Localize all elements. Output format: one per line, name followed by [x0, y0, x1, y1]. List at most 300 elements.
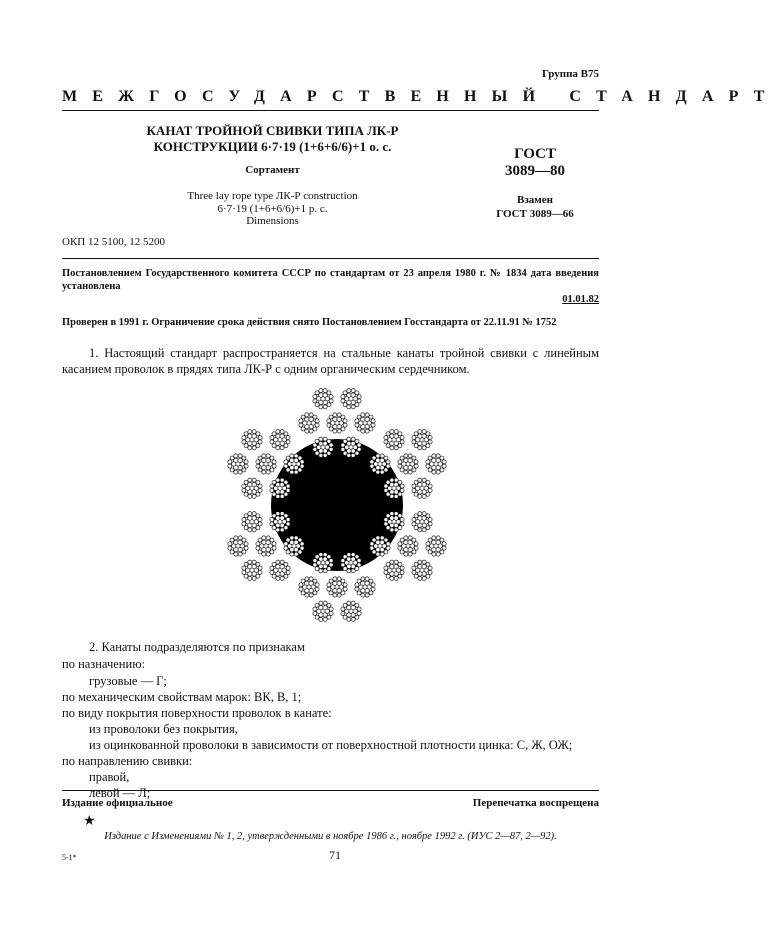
wire — [400, 468, 404, 472]
wire — [252, 564, 256, 568]
paragraph-2-intro: 2. Канаты подразделяются по признакам — [89, 640, 305, 654]
wire — [341, 559, 345, 563]
wire — [343, 451, 347, 455]
wire — [412, 484, 416, 488]
wire — [300, 542, 304, 546]
wire — [286, 436, 290, 440]
wire — [355, 603, 359, 607]
wire — [398, 444, 402, 448]
wire — [380, 540, 384, 544]
wire — [315, 403, 319, 407]
wire — [341, 611, 345, 615]
wire — [355, 583, 359, 587]
wire — [418, 494, 422, 498]
wire — [298, 538, 302, 542]
wire — [394, 523, 398, 527]
wire — [372, 550, 376, 554]
wire — [329, 395, 333, 399]
wire — [343, 587, 347, 591]
wire — [280, 516, 284, 520]
wire — [386, 492, 390, 496]
wire — [386, 542, 390, 546]
wire — [323, 389, 327, 393]
wire — [313, 427, 317, 431]
wire — [258, 522, 262, 526]
wire — [300, 464, 304, 468]
wire — [418, 516, 422, 520]
wire — [337, 429, 341, 433]
wire — [408, 547, 412, 551]
wire — [284, 464, 288, 468]
wire — [400, 456, 404, 460]
wire — [394, 576, 398, 580]
wire — [408, 454, 412, 458]
wire — [390, 494, 394, 498]
wire — [319, 437, 323, 441]
wire — [414, 460, 418, 464]
wire — [394, 441, 398, 445]
wire — [369, 579, 373, 583]
wire — [248, 430, 252, 434]
wire — [244, 514, 248, 518]
wire — [280, 441, 284, 445]
wire — [329, 591, 333, 595]
wire — [252, 523, 256, 527]
wire — [440, 468, 444, 472]
wire — [400, 518, 404, 522]
wire — [347, 405, 351, 409]
wire — [341, 443, 345, 447]
wire — [242, 522, 246, 526]
wire — [280, 512, 284, 516]
wire — [337, 413, 341, 417]
wire — [412, 566, 416, 570]
wire — [286, 468, 290, 472]
wire — [390, 434, 394, 438]
wire — [244, 444, 248, 448]
wire — [280, 494, 284, 498]
wire — [422, 576, 426, 580]
wire — [357, 443, 361, 447]
wire — [426, 432, 430, 436]
official-edition: Издание официальное — [62, 797, 173, 809]
wire — [341, 415, 345, 419]
wire — [270, 484, 274, 488]
wire — [272, 432, 276, 436]
wire — [252, 572, 256, 576]
wire — [376, 470, 380, 474]
wire — [244, 574, 248, 578]
wire — [258, 550, 262, 554]
wire — [404, 552, 408, 556]
wire — [347, 389, 351, 393]
wire — [355, 423, 359, 427]
wire — [242, 456, 246, 460]
wire — [414, 542, 418, 546]
wire — [361, 429, 365, 433]
wire — [299, 583, 303, 587]
wire — [286, 484, 290, 488]
wire — [319, 617, 323, 621]
wire — [228, 546, 232, 550]
wire — [313, 395, 317, 399]
wire — [428, 570, 432, 574]
wire — [337, 588, 341, 592]
wire — [242, 440, 246, 444]
wire — [242, 550, 246, 554]
wire — [428, 488, 432, 492]
wire — [272, 574, 276, 578]
wire — [272, 444, 276, 448]
wire — [351, 605, 355, 609]
wire — [309, 417, 313, 421]
english-title-line-1: Three lay rope type ЛК-Р construction — [187, 190, 358, 202]
wire — [284, 492, 288, 496]
wire — [266, 547, 270, 551]
wire — [280, 560, 284, 564]
wire — [256, 464, 260, 468]
wire — [329, 607, 333, 611]
wire — [412, 550, 416, 554]
wire — [394, 490, 398, 494]
wire — [286, 522, 290, 526]
wire — [258, 468, 262, 472]
wire — [300, 546, 304, 550]
wire — [228, 464, 232, 468]
wire — [347, 437, 351, 441]
printer-signature: 5-1* — [62, 853, 77, 862]
wire — [343, 615, 347, 619]
wire — [361, 413, 365, 417]
wire — [327, 603, 331, 607]
replaced-label: Взамен — [517, 194, 553, 206]
wire — [323, 437, 327, 441]
wire — [355, 451, 359, 455]
wire — [398, 464, 402, 468]
wire — [252, 478, 256, 482]
wire — [343, 603, 347, 607]
wire — [242, 570, 246, 574]
wire — [242, 436, 246, 440]
wire — [319, 605, 323, 609]
wire — [398, 574, 402, 578]
wire — [398, 514, 402, 518]
wire — [365, 593, 369, 597]
reprint-prohibited: Перепечатка воспрещена — [472, 797, 599, 809]
paragraph-1: 1. Настоящий стандарт распространяется на стальные канаты тройной свивки с линейным касанием проволок в прядях типа ЛК-Р с одним органическим сердечником. — [62, 346, 599, 376]
wire — [323, 617, 327, 621]
wire — [266, 465, 270, 469]
wire — [422, 528, 426, 532]
wire — [294, 470, 298, 474]
wire — [436, 536, 440, 540]
wire — [270, 436, 274, 440]
wire — [432, 454, 436, 458]
wire — [280, 576, 284, 580]
wire — [276, 478, 280, 482]
wire — [262, 540, 266, 544]
wire — [394, 482, 398, 486]
wire — [272, 460, 276, 464]
wire — [329, 447, 333, 451]
wire — [262, 454, 266, 458]
wire — [426, 546, 430, 550]
wire — [347, 601, 351, 605]
wire — [256, 432, 260, 436]
wire — [315, 555, 319, 559]
wire — [436, 552, 440, 556]
wire — [327, 403, 331, 407]
wire — [384, 566, 388, 570]
wire — [294, 552, 298, 556]
wire — [276, 446, 280, 450]
wire — [305, 593, 309, 597]
wire — [238, 458, 242, 462]
wire — [252, 446, 256, 450]
wire — [298, 550, 302, 554]
wire — [384, 488, 388, 492]
wire — [386, 562, 390, 566]
wire — [270, 522, 274, 526]
wire — [323, 605, 327, 609]
wire — [365, 581, 369, 585]
wire — [355, 567, 359, 571]
wire — [394, 528, 398, 532]
wire — [370, 464, 374, 468]
wire — [351, 449, 355, 453]
wire — [426, 574, 430, 578]
wire — [347, 453, 351, 457]
wire — [248, 564, 252, 568]
wire — [256, 546, 260, 550]
wire — [380, 470, 384, 474]
wire — [422, 494, 426, 498]
wire — [286, 550, 290, 554]
wire — [432, 470, 436, 474]
wire — [270, 570, 274, 574]
replaced-standard-block — [480, 193, 590, 221]
wire — [272, 526, 276, 530]
wire — [418, 430, 422, 434]
wire — [432, 552, 436, 556]
wire — [380, 547, 384, 551]
wire — [355, 439, 359, 443]
wire — [248, 494, 252, 498]
wire — [262, 536, 266, 540]
wire — [442, 464, 446, 468]
wire — [276, 528, 280, 532]
wire — [290, 552, 294, 556]
wire — [384, 468, 388, 472]
wire — [248, 478, 252, 482]
wire — [252, 494, 256, 498]
wire — [284, 526, 288, 530]
wire — [252, 576, 256, 580]
wire — [272, 546, 276, 550]
wire — [276, 494, 280, 498]
wire — [258, 566, 262, 570]
wire — [244, 526, 248, 530]
wire — [319, 389, 323, 393]
wire — [365, 588, 369, 592]
wire — [428, 436, 432, 440]
wire — [329, 579, 333, 583]
wire — [276, 564, 280, 568]
wire — [428, 468, 432, 472]
wire — [309, 429, 313, 433]
edition-note: Издание с Изменениями № 1, 2, утвержденными в ноябре 1986 г., ноябре 1992 г. (ИУС 2—87, 2—92). — [104, 831, 557, 842]
wire — [252, 482, 256, 486]
wire — [365, 577, 369, 581]
wire — [242, 538, 246, 542]
wire — [341, 395, 345, 399]
wire — [262, 552, 266, 556]
wire — [329, 559, 333, 563]
wire — [394, 560, 398, 564]
wire — [412, 538, 416, 542]
wire — [351, 553, 355, 557]
wire — [294, 465, 298, 469]
wire — [315, 615, 319, 619]
wire — [386, 480, 390, 484]
wire — [234, 454, 238, 458]
group-code: Группа В75 — [541, 68, 599, 80]
wire — [365, 424, 369, 428]
wire — [290, 470, 294, 474]
wire — [390, 482, 394, 486]
wire — [440, 456, 444, 460]
wire — [440, 550, 444, 554]
wire — [305, 413, 309, 417]
wire — [337, 577, 341, 581]
wire — [270, 468, 274, 472]
wire — [343, 391, 347, 395]
wire — [252, 560, 256, 564]
wire — [436, 470, 440, 474]
wire — [327, 567, 331, 571]
wire — [394, 512, 398, 516]
wire — [286, 488, 290, 492]
wire — [276, 512, 280, 516]
wire — [404, 458, 408, 462]
list-lay-left: левой — Л; — [89, 786, 151, 800]
wire — [384, 518, 388, 522]
document-subtitle: Сортамент — [245, 164, 300, 176]
wire — [230, 538, 234, 542]
wire — [347, 569, 351, 573]
wire — [341, 447, 345, 451]
wire — [329, 443, 333, 447]
wire — [228, 542, 232, 546]
wire — [400, 566, 404, 570]
wire — [355, 587, 359, 591]
wire — [357, 611, 361, 615]
wire — [244, 432, 248, 436]
wire — [242, 566, 246, 570]
wire — [323, 400, 327, 404]
wire — [238, 454, 242, 458]
wire — [270, 518, 274, 522]
wire — [351, 601, 355, 605]
wire — [376, 540, 380, 544]
wire — [347, 557, 351, 561]
wire — [313, 563, 317, 567]
wire — [380, 458, 384, 462]
wire — [422, 430, 426, 434]
wire — [270, 550, 274, 554]
wire — [319, 601, 323, 605]
wire — [418, 564, 422, 568]
wire — [428, 566, 432, 570]
wire — [309, 577, 313, 581]
wire — [394, 434, 398, 438]
wire — [252, 434, 256, 438]
wire — [398, 432, 402, 436]
wire — [414, 574, 418, 578]
wire — [365, 417, 369, 421]
wire — [248, 446, 252, 450]
wire — [337, 417, 341, 421]
wire — [400, 538, 404, 542]
wire — [426, 464, 430, 468]
wire — [258, 456, 262, 460]
wire — [390, 564, 394, 568]
wire — [280, 434, 284, 438]
wire — [414, 492, 418, 496]
gost-number: 3089—80 — [505, 163, 565, 179]
wire — [357, 399, 361, 403]
list-coating-none: из проволоки без покрытия, — [89, 722, 238, 736]
wire — [234, 470, 238, 474]
wire — [333, 429, 337, 433]
wire — [252, 516, 256, 520]
wire — [422, 478, 426, 482]
wire — [323, 405, 327, 409]
wire — [376, 458, 380, 462]
wire — [390, 512, 394, 516]
wire — [309, 424, 313, 428]
replaced-standard: ГОСТ 3089—66 — [496, 208, 574, 220]
wire — [315, 587, 319, 591]
wire — [284, 480, 288, 484]
wire — [252, 441, 256, 445]
wire — [384, 550, 388, 554]
introduction-date: 01.01.82 — [562, 294, 599, 305]
wire — [347, 441, 351, 445]
wire — [412, 456, 416, 460]
wire — [380, 465, 384, 469]
wire — [351, 405, 355, 409]
wire — [329, 427, 333, 431]
wire — [313, 579, 317, 583]
wire — [343, 423, 347, 427]
wire — [272, 480, 276, 484]
wire — [238, 547, 242, 551]
wire — [370, 460, 374, 464]
wire — [357, 579, 361, 583]
wire — [398, 542, 402, 546]
wire — [329, 611, 333, 615]
wire — [244, 480, 248, 484]
wire — [357, 415, 361, 419]
wire — [258, 518, 262, 522]
wire — [376, 536, 380, 540]
wire — [371, 419, 375, 423]
wire — [414, 546, 418, 550]
wire — [355, 419, 359, 423]
wire — [256, 480, 260, 484]
wire — [365, 429, 369, 433]
